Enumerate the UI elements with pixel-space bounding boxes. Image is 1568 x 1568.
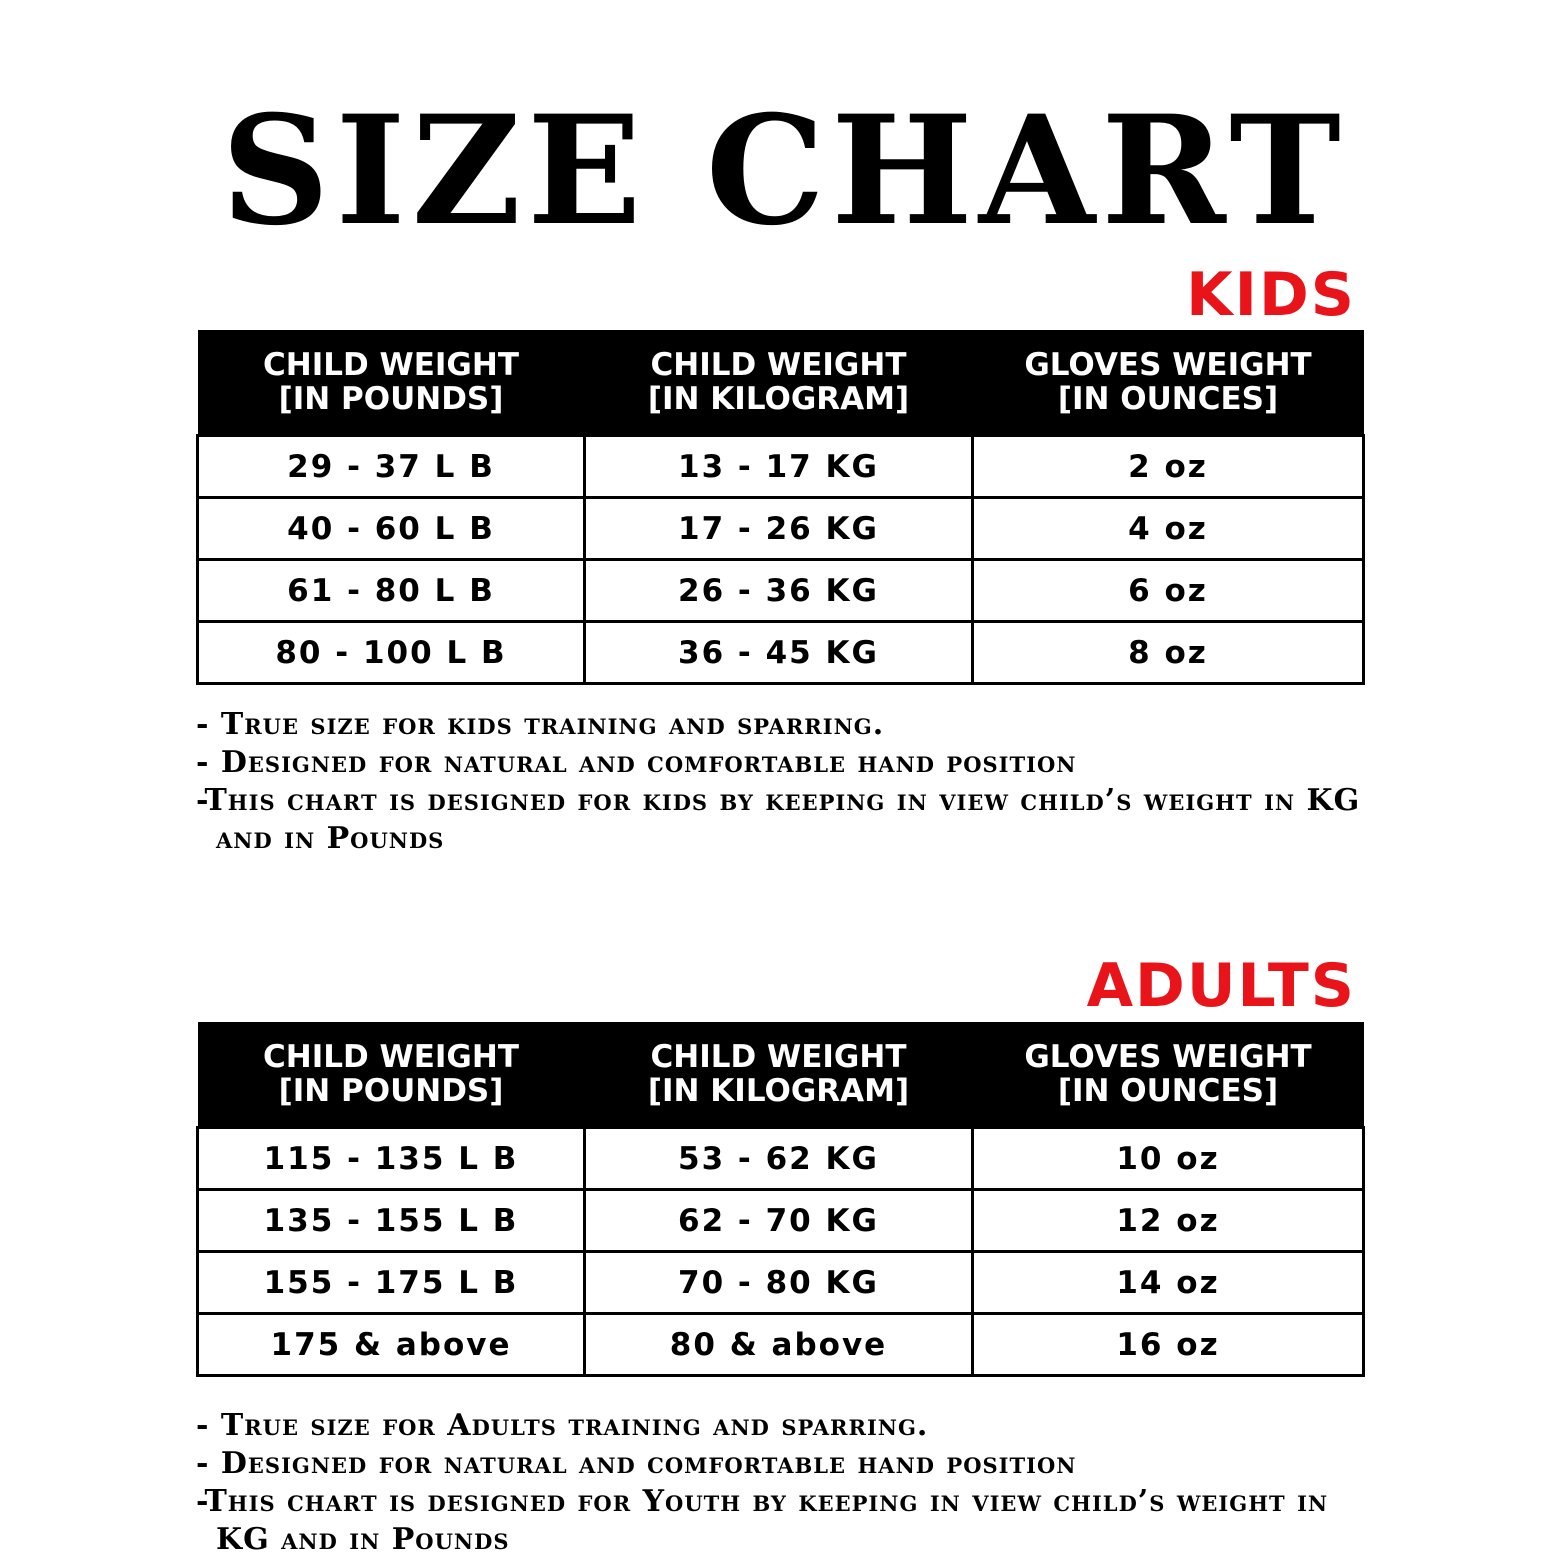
- header-line: CHILD WEIGHT: [650, 347, 907, 383]
- cell-gloves: 16 oz: [973, 1314, 1364, 1376]
- header-weight-pounds: [198, 330, 585, 436]
- header-line: [IN KILOGRAM]: [647, 1073, 910, 1109]
- adults-size-table: [196, 1022, 1365, 1377]
- table-header-row: [198, 330, 1364, 436]
- header-line: CHILD WEIGHT: [263, 1039, 519, 1075]
- cell-gloves: 8 oz: [973, 622, 1364, 684]
- header-weight-kilogram: [585, 1022, 973, 1128]
- table-row: [198, 1252, 1364, 1314]
- table-header-row: [198, 1022, 1364, 1128]
- table-row: [198, 1190, 1364, 1252]
- header-line: [IN POUNDS]: [278, 381, 504, 417]
- header-gloves-weight: [973, 1022, 1364, 1128]
- table-row: [198, 560, 1364, 622]
- cell-gloves: 2 oz: [973, 436, 1364, 498]
- header-line: CHILD WEIGHT: [650, 1039, 907, 1075]
- cell-pounds: 155 - 175 L B: [198, 1252, 585, 1314]
- adults-section-label: ADULTS: [1086, 951, 1356, 1021]
- note-item: -This chart is designed for Youth by keeping in view child’s weight in KG and in Pounds: [196, 1484, 1329, 1557]
- cell-pounds: 61 - 80 L B: [198, 560, 585, 622]
- kids-section-label: KIDS: [1186, 260, 1356, 330]
- cell-kilogram: 53 - 62 KG: [585, 1128, 973, 1190]
- note-item: - Designed for natural and comfortable hand position: [196, 1446, 1077, 1481]
- table-row: [198, 498, 1364, 560]
- cell-pounds: 115 - 135 L B: [198, 1128, 585, 1190]
- cell-kilogram: 80 & above: [585, 1314, 973, 1376]
- header-line: GLOVES WEIGHT: [1024, 347, 1312, 383]
- adults-notes: [196, 1407, 1376, 1559]
- cell-pounds: 135 - 155 L B: [198, 1190, 585, 1252]
- cell-pounds: 175 & above: [198, 1314, 585, 1376]
- header-line: [IN OUNCES]: [1057, 1073, 1279, 1109]
- kids-size-table: [196, 330, 1365, 685]
- note-item: - True size for kids training and sparring.: [196, 707, 885, 742]
- cell-kilogram: 62 - 70 KG: [585, 1190, 973, 1252]
- header-line: CHILD WEIGHT: [263, 347, 519, 383]
- header-line: [IN POUNDS]: [278, 1073, 504, 1109]
- cell-pounds: 29 - 37 L B: [198, 436, 585, 498]
- note-item: -This chart is designed for kids by keeping in view child’s weight in KG and in Pounds: [196, 783, 1361, 856]
- table-row: [198, 1128, 1364, 1190]
- cell-kilogram: 26 - 36 KG: [585, 560, 973, 622]
- cell-gloves: 10 oz: [973, 1128, 1364, 1190]
- header-line: [IN KILOGRAM]: [647, 381, 910, 417]
- table-row: [198, 1314, 1364, 1376]
- cell-gloves: 14 oz: [973, 1252, 1364, 1314]
- cell-kilogram: 36 - 45 KG: [585, 622, 973, 684]
- header-weight-pounds: [198, 1022, 585, 1128]
- table-row: [198, 436, 1364, 498]
- table-row: [198, 622, 1364, 684]
- cell-kilogram: 17 - 26 KG: [585, 498, 973, 560]
- header-weight-kilogram: [585, 330, 973, 436]
- cell-kilogram: 70 - 80 KG: [585, 1252, 973, 1314]
- cell-gloves: 12 oz: [973, 1190, 1364, 1252]
- cell-gloves: 6 oz: [973, 560, 1364, 622]
- note-item: - True size for Adults training and sparring.: [196, 1408, 929, 1443]
- cell-pounds: 40 - 60 L B: [198, 498, 585, 560]
- cell-kilogram: 13 - 17 KG: [585, 436, 973, 498]
- cell-gloves: 4 oz: [973, 498, 1364, 560]
- header-line: GLOVES WEIGHT: [1024, 1039, 1312, 1075]
- header-line: [IN OUNCES]: [1057, 381, 1279, 417]
- note-item: - Designed for natural and comfortable hand position: [196, 745, 1077, 780]
- page-title: SIZE CHART: [221, 83, 1347, 259]
- kids-notes: [196, 706, 1376, 858]
- cell-pounds: 80 - 100 L B: [198, 622, 585, 684]
- header-gloves-weight: [973, 330, 1364, 436]
